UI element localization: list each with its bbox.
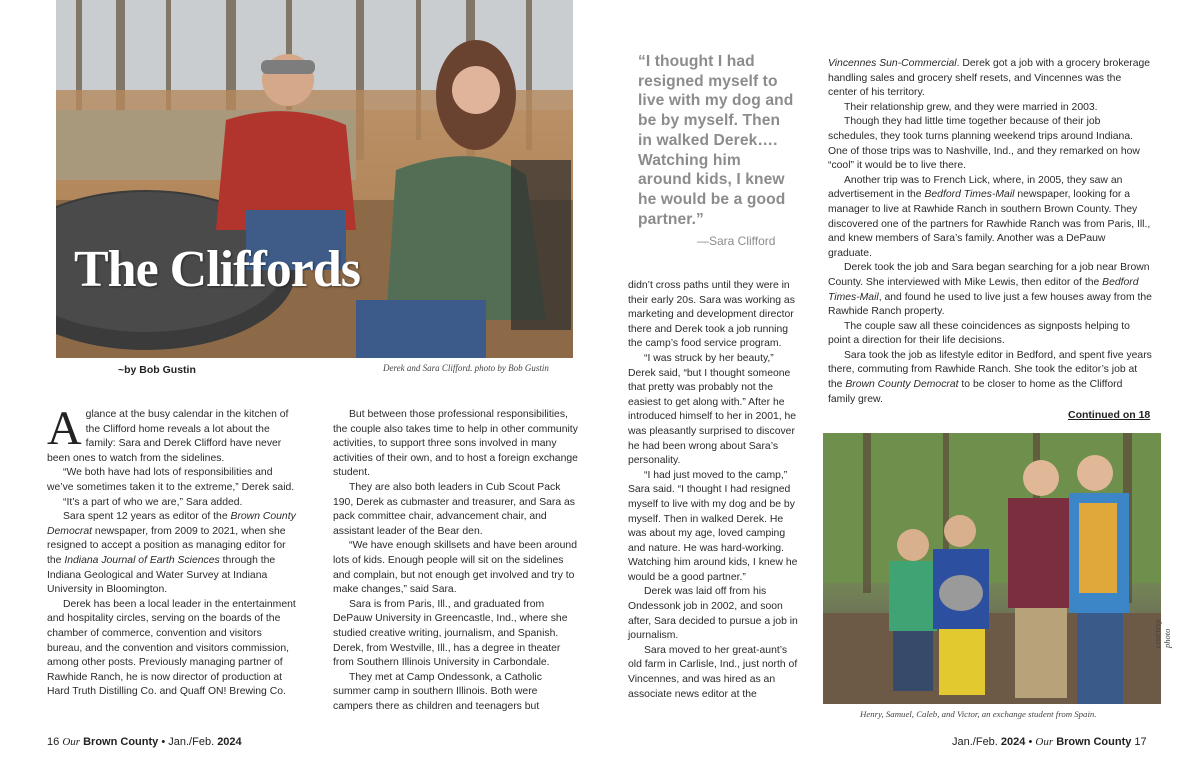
publication-name: Vincennes Sun-Commercial [828,58,957,69]
paragraph: didn’t cross paths until they were in their early 20s. Sara was working as marketing and development director there and Derek took a job running the camp’s food service program. [628,280,795,350]
paragraph: Sara is from Paris, Ill., and graduated from DePauw University in Greencastle, Ind., where she studied creative writing, journalism, and Spanish. Derek, from Westville, Ill., has a degree in theater from Southern Illinois University in Carbondale. [333,598,568,669]
paragraph: Sara took the job as lifestyle editor in Bedford, and spent five years there, commuting from Rawhide Ranch. She took the editor’s job at the Brown County Democrat to be closer to home as the Clifford family grew. [828,349,1152,405]
paragraph: Sara moved to her great-aunt’s old farm in Carlisle, Ind., just north of Vincennes, and was hired as an associate news editor at the [628,644,798,700]
photo-illustration [823,433,1161,704]
year: 2024 [1000,736,1026,748]
paragraph: Their relationship grew, and they were married in 2003. [844,101,1098,113]
year: 2024 [217,736,242,748]
pull-quote: “I thought I had resigned myself to live with my dog and be by myself. Then in walked Derek…. Watching him around kids, I knew he would be a good partner.” [638,53,794,228]
paragraph: “It’s a part of who we are,” Sara added. [63,496,243,508]
paragraph: glance at the busy calendar in the kitchen of the Clifford home reveals a lot about the family: Sara and Derek Clifford have never been ones to watch from the sidelines. [47,409,289,464]
paragraph: The couple saw all these coincidences as signposts helping to point a direction for their life decisions. [828,320,1130,347]
paragraph: “I was struck by her beauty,” Derek said, “but I thought someone that pretty was probably not the easiest to get along with.” After he introduced himself to her in 2001, he was pleasantly surprised to discover he had been wrong about Sara’s personality. [628,352,797,467]
publication-name: Indiana Journal of Earth Sciences [64,554,220,566]
paragraph: Derek was laid off from his Ondessonk job in 2002, and soon after, Sara decided to pursue a job in journalism. [628,586,798,642]
paragraph: Though they had little time together because of their job schedules, they took turns planning weekend trips around Indiana. One of those trips was to Nashville, Ind., and they remarked on how “cool” it would be to live there. [828,116,1140,172]
page-number: 17 [1134,736,1147,748]
drop-cap: A [47,402,82,455]
issue: Jan./Feb. [168,736,215,748]
photo-caption: Derek and Sara Clifford. photo by Bob Gustin [383,363,549,373]
magazine-name: Brown County [1056,736,1132,748]
paragraph: Sara spent 12 years as editor of the Brown County Democrat newspaper, from 2009 to 2021, when she resigned to accept a position as managing editor for the Indiana Journal of Earth Sciences through the Indiana Geological and Water Survey at Indiana University in Bloomington. [47,511,296,596]
folio-right: Jan./Feb. 2024 • Our Brown County 17 [952,736,1147,748]
paragraph: “I had just moved to the camp,” Sara said. “I thought I had resigned myself to live with my dog and be by myself. Then in walked Derek. He was about my age, loved camping and nature. He was hard-working. Watching him around kids, I knew he would be a good partner.” [628,469,798,583]
article-title: The Cliffords [74,241,360,298]
paragraph: Derek has been a local leader in the entertainment and hospitality circles, serving on the boards of the chamber of commerce, convention and visitors bureau, and the convention and visitors commission, among other posts. Previously managing partner of Rawhide Ranch, he is now director of production at Hard Truth Distilling Co. and Quaff ON! Brewing Co. [47,598,296,698]
magazine-prefix: Our [1035,736,1054,748]
article-column-3 [628,279,798,702]
article-column-2 [333,408,578,714]
publication-name: Brown County Democrat [845,379,959,391]
folio-left: 16 Our Brown County • Jan./Feb. 2024 [47,736,242,748]
pull-quote-attribution: —Sara Clifford [697,234,776,248]
paragraph: “We both have had lots of responsibilities and we’ve sometimes taken it to the extreme,” Derek said. [47,467,295,493]
photo-illustration [56,0,573,358]
continued-link[interactable]: Continued on 18 [1068,409,1151,421]
page-number: 16 [47,736,60,748]
publication-name: Bedford Times-Mail [828,276,1139,303]
paragraph: But between those professional responsibilities, the couple also takes time to help in other community activities, to support three sons involved in many activities of their own, and to host a foreign exchange student. [333,409,578,479]
byline: ~by Bob Gustin [118,364,196,376]
paragraph: Vincennes Sun-Commercial. Derek got a job with a grocery brokerage handling sales and grocery shelf resets, and Vincennes was the center of his territory. [828,58,1151,99]
issue: Jan./Feb. [952,736,998,748]
magazine-prefix: Our [62,736,81,748]
magazine-name: Brown County [83,736,159,748]
article-column-4 [828,57,1152,407]
paragraph: “We have enough skillsets and have been around lots of kids. Enough people will sit on the sidelines and complain, but not enough get involved and try to make changes,” said Sara. [333,540,577,596]
article-column-1 [47,402,299,700]
publication-name: Bedford Times-Mail [924,189,1015,201]
paragraph: They met at Camp Ondessonk, a Catholic summer camp in southern Illinois. Both were campers there as children and teenagers but [333,671,542,712]
publication-name: Brown County Democrat [47,511,296,537]
cliffords-photo [56,0,573,358]
paragraph: Derek took the job and Sara began searching for a job near Brown County. She interviewed with Mike Lewis, then editor of the Bedford Times-Mail, and found he used to live just a few houses away from the Rawhide Ranch property. [828,262,1152,318]
photo-credit: courtesy photo [1152,619,1172,648]
photo-caption: Henry, Samuel, Caleb, and Victor, an exchange student from Spain. [860,709,1097,719]
paragraph: They are also both leaders in Cub Scout Pack 190, Derek as cubmaster and treasurer, and Sara as pack committee chair, advancement chair, and assistant leader of the Bear den. [333,481,576,537]
kids-photo [823,433,1161,704]
paragraph: Another trip was to French Lick, where, in 2005, they saw an advertisement in the Bedford Times-Mail newspaper, looking for a manager to live at Rawhide Ranch in southern Brown County. They discovered one of the partners for Rawhide Ranch was from Paris, Ill., and knew members of Sara’s family. Another was a DePauw graduate. [828,174,1151,259]
